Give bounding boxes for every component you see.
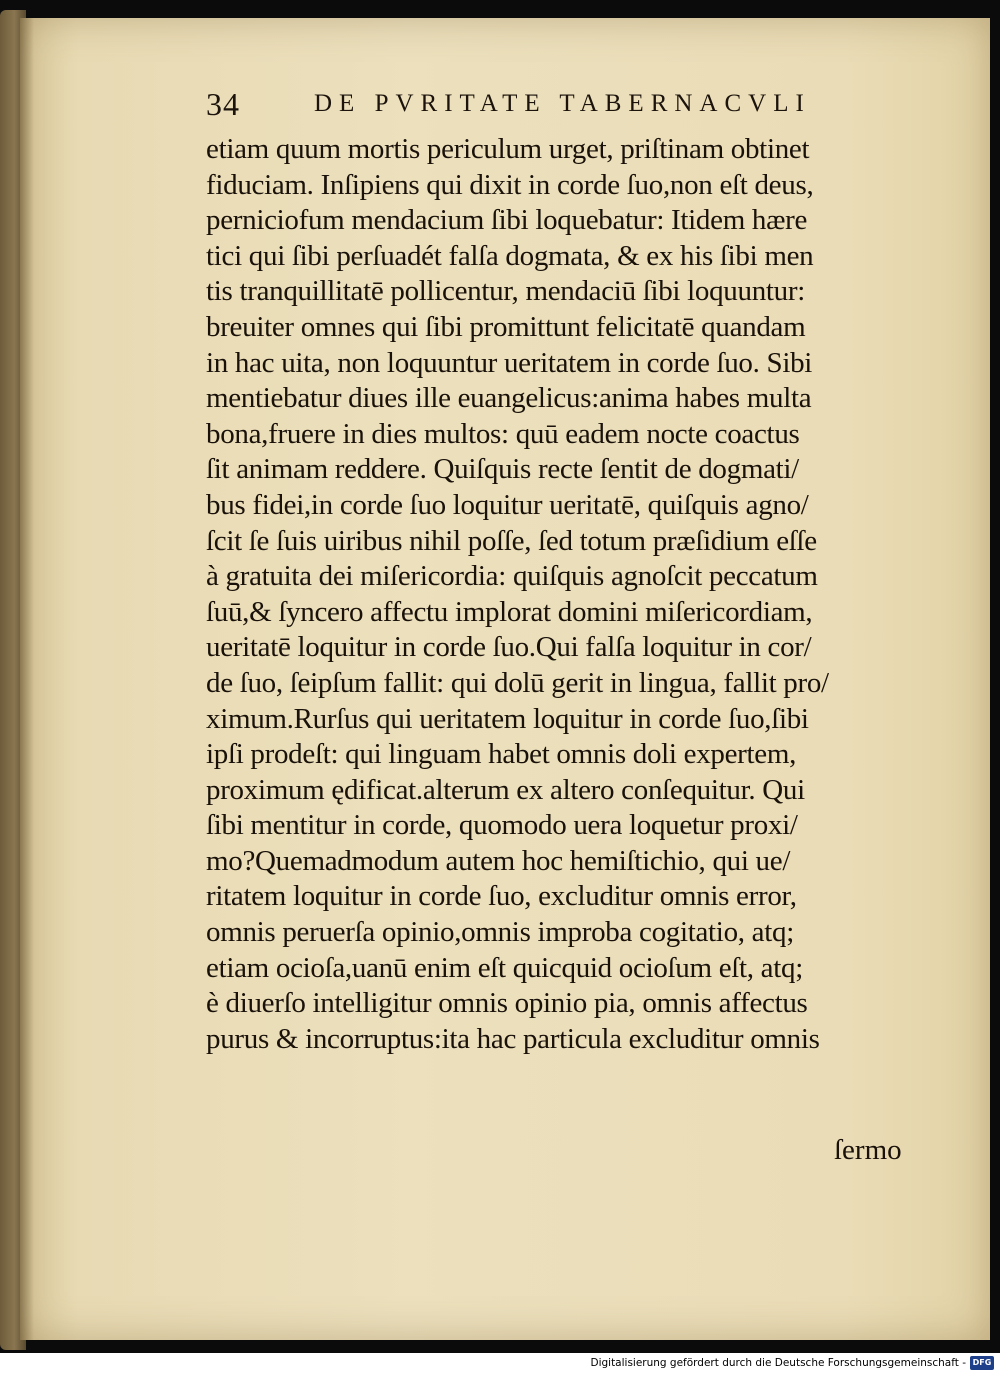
text-line: mo?Quemadmodum autem hoc hemiſtichio, qui ue/ xyxy=(206,844,791,877)
dfg-logo: DFG xyxy=(970,1356,994,1370)
page-gutter-shadow xyxy=(20,18,34,1340)
text-line: de ſuo, ſeipſum fallit: qui dolū gerit in lingua, fallit pro/ xyxy=(206,666,829,699)
body-text xyxy=(206,132,921,1057)
text-line: ritatem loquitur in corde ſuo, excluditur omnis error, xyxy=(206,880,797,913)
text-line: breuiter omnes qui ſibi promittunt felicitatē quandam xyxy=(206,310,806,343)
text-line: tis tranquillitatē pollicentur, mendaciū ſibi loquuntur: xyxy=(206,275,805,308)
text-line: in hac uita, non loquuntur ueritatem in corde ſuo. Sibi xyxy=(206,346,813,379)
text-line: ipſi prodeſt: qui linguam habet omnis doli expertem, xyxy=(206,738,797,771)
text-line: fiduciam. Inſipiens qui dixit in corde ſuo,non eſt deus, xyxy=(206,168,814,201)
text-line: bus fidei,in corde ſuo loquitur ueritatē, quiſquis agno/ xyxy=(206,488,809,521)
page-number: 34 xyxy=(206,86,240,122)
text-line: ueritatē loquitur in corde ſuo.Qui falſa loquitur in cor/ xyxy=(206,631,812,664)
text-line: ſcit ſe ſuis uiribus nihil poſſe, ſed totum præſidium eſſe xyxy=(206,524,817,557)
text-line: tici qui ſibi perſuadét falſa dogmata, & ex his ſibi men xyxy=(206,239,814,272)
text-line: mentiebatur diues ille euangelicus:anima habes multa xyxy=(206,382,812,415)
text-line: à gratuita dei miſericordia: quiſquis agnoſcit peccatum xyxy=(206,560,818,593)
catchword: ſermo xyxy=(834,1134,902,1166)
funding-credit: Digitalisierung gefördert durch die Deutsche Forschungsgemeinschaft - xyxy=(590,1357,966,1369)
text-line: etiam quum mortis periculum urget, priſtinam obtinet xyxy=(206,133,810,165)
text-line: ſit animam reddere. Quiſquis recte ſentit de dogmati/ xyxy=(206,453,799,486)
page-header xyxy=(206,86,866,126)
text-line: ſibi mentitur in corde, quomodo uera loquetur proxi/ xyxy=(206,809,798,842)
text-line: ximum.Rurſus qui ueritatem loquitur in corde ſuo,ſibi xyxy=(206,702,809,735)
text-line: perniciofum mendacium ſibi loquebatur: Itidem hære xyxy=(206,204,808,237)
text-line: è diuerſo intelligitur omnis opinio pia, omnis affectus xyxy=(206,987,808,1020)
text-line: purus & incorruptus:ita hac particula excluditur omnis xyxy=(206,1022,820,1055)
text-line: proximum ędificat.alterum ex altero conſequitur. Qui xyxy=(206,773,805,806)
text-line: ſuū,& ſyncero affectu implorat domini miſericordiam, xyxy=(206,595,813,628)
running-head: DE PVRITATE TABERNACVLI xyxy=(314,90,811,117)
text-line: omnis peruerſa opinio,omnis improba cogitatio, atq; xyxy=(206,916,794,949)
text-line: bona,fruere in dies multos: quū eadem nocte coactus xyxy=(206,417,800,450)
text-line: etiam ocioſa,uanū enim eſt quicquid ocioſum eſt, atq; xyxy=(206,951,803,984)
